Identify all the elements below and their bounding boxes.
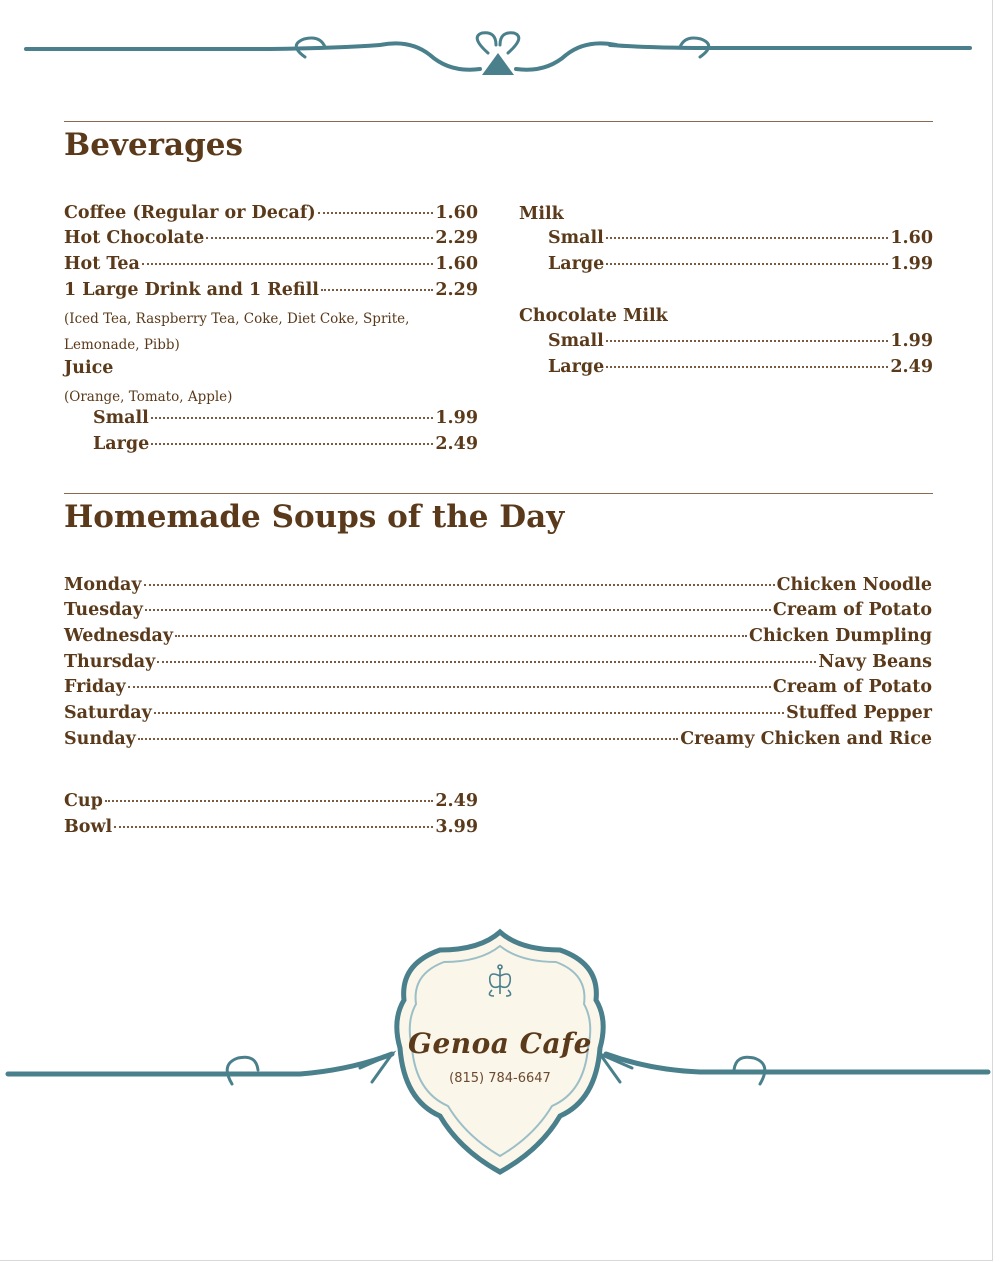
chocolate-milk-heading: Chocolate Milk xyxy=(519,306,668,326)
dot-leader xyxy=(318,212,434,214)
dot-leader xyxy=(321,289,433,291)
menu-item-juice-large xyxy=(93,434,478,458)
item-label: Large xyxy=(93,434,150,454)
item-price: 1.60 xyxy=(890,228,933,248)
item-price: 2.49 xyxy=(435,791,478,811)
soup-day: Thursday xyxy=(64,652,156,672)
beverages-heading: Beverages xyxy=(64,127,243,163)
soup-name: Cream of Potato xyxy=(772,677,932,697)
menu-item-juice-small xyxy=(93,408,478,432)
item-price: 1.60 xyxy=(435,254,478,274)
soup-day: Monday xyxy=(64,575,142,595)
dot-leader xyxy=(154,712,784,714)
cafe-name: Genoa Cafe xyxy=(408,1027,592,1060)
drink-note-line-2: Lemonade, Pibb) xyxy=(64,337,180,353)
item-price: 2.49 xyxy=(435,434,478,454)
menu-item-chocolate-milk-small xyxy=(548,331,933,355)
item-label: Coffee (Regular or Decaf) xyxy=(64,203,316,223)
dot-leader xyxy=(606,263,888,265)
beverages-top-rule xyxy=(64,121,933,122)
cafe-phone: (815) 784-6647 xyxy=(449,1071,551,1086)
dot-leader xyxy=(144,584,775,586)
soup-row-friday xyxy=(64,677,932,701)
soup-day: Sunday xyxy=(64,729,136,749)
drink-note-line-1: (Iced Tea, Raspberry Tea, Coke, Diet Coke, Sprite, xyxy=(64,311,410,327)
item-label: Large xyxy=(548,254,605,274)
soup-name: Stuffed Pepper xyxy=(786,703,932,723)
soup-day: Tuesday xyxy=(64,600,143,620)
item-label: Small xyxy=(548,331,604,351)
item-price: 2.49 xyxy=(890,357,933,377)
menu-item-milk-small xyxy=(548,228,933,252)
menu-item-hot-chocolate xyxy=(64,228,478,252)
item-price: 1.99 xyxy=(435,408,478,428)
item-price: 3.99 xyxy=(435,817,478,837)
item-label: Cup xyxy=(64,791,103,811)
item-price: 2.29 xyxy=(435,280,478,300)
soups-heading: Homemade Soups of the Day xyxy=(64,499,565,535)
soup-name: Cream of Potato xyxy=(772,600,932,620)
juice-note: (Orange, Tomato, Apple) xyxy=(64,389,233,405)
menu-item-soup-bowl xyxy=(64,817,478,841)
item-label: Bowl xyxy=(64,817,113,837)
menu-item-hot-tea xyxy=(64,254,478,278)
soup-name: Creamy Chicken and Rice xyxy=(680,729,932,749)
menu-item-chocolate-milk-large xyxy=(548,357,933,381)
item-label: Large xyxy=(548,357,605,377)
item-label: Small xyxy=(548,228,604,248)
dot-leader xyxy=(138,738,678,740)
soup-name: Chicken Noodle xyxy=(776,575,932,595)
soup-name: Chicken Dumpling xyxy=(749,626,932,646)
soup-row-wednesday xyxy=(64,626,932,650)
item-label: 1 Large Drink and 1 Refill xyxy=(64,280,319,300)
soup-day: Friday xyxy=(64,677,126,697)
item-price: 1.60 xyxy=(435,203,478,223)
soups-top-rule xyxy=(64,493,933,494)
top-flourish-ornament xyxy=(20,25,976,85)
dot-leader xyxy=(206,237,433,239)
item-price: 1.99 xyxy=(890,331,933,351)
menu-item-soup-cup xyxy=(64,791,478,815)
dot-leader xyxy=(142,263,434,265)
dot-leader xyxy=(145,609,771,611)
item-price: 1.99 xyxy=(890,254,933,274)
soup-day: Wednesday xyxy=(64,626,174,646)
menu-item-drink-refill xyxy=(64,280,478,304)
dot-leader xyxy=(606,237,889,239)
item-label: Hot Chocolate xyxy=(64,228,205,248)
soup-row-tuesday xyxy=(64,600,932,624)
dot-leader xyxy=(128,686,771,688)
soup-row-thursday xyxy=(64,652,932,676)
dot-leader xyxy=(606,340,889,342)
soup-name: Navy Beans xyxy=(818,652,932,672)
milk-heading: Milk xyxy=(519,204,564,224)
item-label: Small xyxy=(93,408,149,428)
soup-row-sunday xyxy=(64,729,932,753)
juice-heading: Juice xyxy=(64,358,114,378)
dot-leader xyxy=(157,661,816,663)
dot-leader xyxy=(105,800,433,802)
menu-item-milk-large xyxy=(548,254,933,278)
dot-leader xyxy=(151,443,433,445)
dot-leader xyxy=(151,417,434,419)
item-label: Hot Tea xyxy=(64,254,140,274)
soup-day: Saturday xyxy=(64,703,152,723)
menu-item-coffee xyxy=(64,203,478,227)
dot-leader xyxy=(175,635,747,637)
dot-leader xyxy=(606,366,888,368)
soup-row-saturday xyxy=(64,703,932,727)
soup-row-monday xyxy=(64,575,932,599)
item-price: 2.29 xyxy=(435,228,478,248)
dot-leader xyxy=(114,826,433,828)
